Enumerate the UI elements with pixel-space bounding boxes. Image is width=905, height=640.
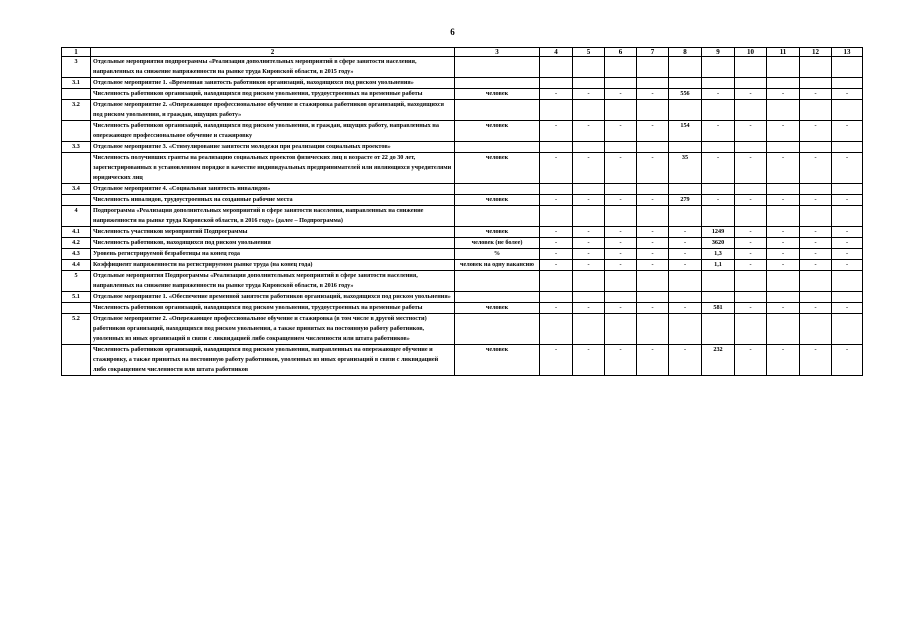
value-cell <box>573 184 605 195</box>
row-number: 3.4 <box>62 184 91 195</box>
value-cell: - <box>540 227 573 238</box>
table-row <box>62 121 863 142</box>
value-cell: 279 <box>669 195 702 206</box>
value-cell: - <box>540 89 573 100</box>
value-cell <box>540 292 573 303</box>
value-cell <box>540 57 573 78</box>
value-cell: - <box>669 303 702 314</box>
value-cell: - <box>669 345 702 376</box>
table-row <box>62 238 863 249</box>
row-description: Отдельные мероприятия подпрограммы «Реализация дополнительных мероприятий в сфере занятости населения, направленных на снижение напряженности на рынке труда Кировской области, в 2015 году» <box>91 57 455 78</box>
value-cell <box>540 314 573 345</box>
value-cell: - <box>735 195 767 206</box>
value-cell: - <box>605 89 637 100</box>
row-description: Отдельное мероприятие 1. «Временная занятость работников организаций, находящихся под риском увольнения» <box>91 78 455 89</box>
value-cell <box>832 314 863 345</box>
value-cell: - <box>637 249 669 260</box>
row-description: Численность инвалидов, трудоустроенных на созданные рабочие места <box>91 195 455 206</box>
value-cell <box>832 184 863 195</box>
row-description: Отдельное мероприятие 4. «Социальная занятость инвалидов» <box>91 184 455 195</box>
row-unit <box>455 314 540 345</box>
row-description: Отдельное мероприятие 2. «Опережающее профессиональное обучение и стажировка работников организаций, находящихся под риском увольнения, и граждан, ищущих работу» <box>91 100 455 121</box>
value-cell: - <box>735 260 767 271</box>
value-cell <box>605 57 637 78</box>
value-cell: - <box>637 227 669 238</box>
row-number: 4.2 <box>62 238 91 249</box>
value-cell: - <box>832 249 863 260</box>
column-header: 12 <box>800 48 832 57</box>
value-cell: - <box>800 238 832 249</box>
value-cell <box>605 100 637 121</box>
value-cell: - <box>800 260 832 271</box>
row-unit <box>455 57 540 78</box>
row-description: Отдельное мероприятие 1. «Обеспечение временной занятости работников организаций, находящихся под риском увольнения» <box>91 292 455 303</box>
value-cell <box>800 206 832 227</box>
table-row <box>62 78 863 89</box>
value-cell <box>832 57 863 78</box>
value-cell: - <box>702 153 735 184</box>
value-cell: - <box>800 89 832 100</box>
value-cell: 1,1 <box>702 260 735 271</box>
value-cell <box>637 100 669 121</box>
table-row <box>62 100 863 121</box>
value-cell: - <box>767 345 800 376</box>
value-cell <box>573 78 605 89</box>
value-cell <box>669 184 702 195</box>
value-cell <box>637 206 669 227</box>
row-number <box>62 195 91 206</box>
table-row <box>62 345 863 376</box>
value-cell <box>767 292 800 303</box>
value-cell <box>800 271 832 292</box>
row-number <box>62 345 91 376</box>
value-cell <box>702 314 735 345</box>
value-cell <box>702 292 735 303</box>
value-cell: - <box>605 303 637 314</box>
row-number: 5 <box>62 271 91 292</box>
value-cell: 1249 <box>702 227 735 238</box>
value-cell: - <box>573 195 605 206</box>
row-unit <box>455 271 540 292</box>
row-unit: человек <box>455 153 540 184</box>
value-cell <box>800 142 832 153</box>
row-description: Отдельные мероприятия Подпрограммы «Реализация дополнительных мероприятий в сфере занятости населения, направленных на снижение напряженности на рынке труда Кировской области, в 2016 году» <box>91 271 455 292</box>
row-number: 4.3 <box>62 249 91 260</box>
value-cell <box>800 78 832 89</box>
table-header-row <box>62 48 863 57</box>
value-cell: - <box>800 195 832 206</box>
value-cell: - <box>605 195 637 206</box>
value-cell: - <box>605 260 637 271</box>
value-cell: - <box>605 121 637 142</box>
row-unit: человек <box>455 345 540 376</box>
value-cell: - <box>702 195 735 206</box>
value-cell: - <box>767 195 800 206</box>
value-cell <box>573 314 605 345</box>
value-cell: - <box>637 238 669 249</box>
value-cell <box>605 314 637 345</box>
value-cell <box>702 206 735 227</box>
value-cell <box>573 271 605 292</box>
value-cell: - <box>832 238 863 249</box>
value-cell: - <box>767 303 800 314</box>
value-cell <box>800 100 832 121</box>
column-header: 5 <box>573 48 605 57</box>
value-cell <box>637 142 669 153</box>
value-cell: - <box>637 195 669 206</box>
value-cell <box>767 314 800 345</box>
value-cell: - <box>735 345 767 376</box>
value-cell: - <box>800 345 832 376</box>
value-cell: - <box>800 249 832 260</box>
value-cell: - <box>573 260 605 271</box>
value-cell <box>735 142 767 153</box>
value-cell <box>637 184 669 195</box>
value-cell: - <box>540 249 573 260</box>
value-cell <box>605 184 637 195</box>
row-unit: человек <box>455 121 540 142</box>
value-cell: - <box>637 303 669 314</box>
value-cell: - <box>637 121 669 142</box>
value-cell: - <box>573 89 605 100</box>
table-row <box>62 271 863 292</box>
row-unit: человек на одну вакансию <box>455 260 540 271</box>
column-header: 13 <box>832 48 863 57</box>
value-cell: - <box>605 153 637 184</box>
value-cell <box>669 57 702 78</box>
value-cell <box>767 271 800 292</box>
row-unit <box>455 142 540 153</box>
value-cell: - <box>800 153 832 184</box>
row-number: 5.2 <box>62 314 91 345</box>
value-cell <box>669 100 702 121</box>
value-cell: - <box>767 89 800 100</box>
value-cell: - <box>767 260 800 271</box>
column-header: 8 <box>669 48 702 57</box>
row-description: Численность работников, находящихся под риском увольнения <box>91 238 455 249</box>
value-cell: - <box>540 238 573 249</box>
value-cell: - <box>702 89 735 100</box>
value-cell: - <box>767 249 800 260</box>
value-cell <box>800 184 832 195</box>
value-cell: - <box>832 89 863 100</box>
row-description: Численность работников организаций, находящихся под риском увольнения, трудоустроенных на временные работы <box>91 303 455 314</box>
row-unit <box>455 292 540 303</box>
row-number: 4 <box>62 206 91 227</box>
value-cell: - <box>573 303 605 314</box>
value-cell: - <box>832 195 863 206</box>
table-row <box>62 227 863 238</box>
row-unit: человек (не более) <box>455 238 540 249</box>
value-cell: - <box>573 153 605 184</box>
row-number <box>62 89 91 100</box>
value-cell: - <box>735 303 767 314</box>
value-cell <box>767 57 800 78</box>
value-cell <box>800 57 832 78</box>
value-cell <box>669 78 702 89</box>
row-description: Численность получивших гранты на реализацию социальных проектов физических лиц в возрасте от 22 до 30 лет, зарегистрированных в установленном порядке в качестве индивидуальных предпринимателей или являющихся учредителями юридических лиц <box>91 153 455 184</box>
value-cell: - <box>832 121 863 142</box>
value-cell: - <box>702 121 735 142</box>
value-cell <box>702 57 735 78</box>
row-number <box>62 121 91 142</box>
table-row <box>62 89 863 100</box>
column-header: 3 <box>455 48 540 57</box>
value-cell <box>573 142 605 153</box>
value-cell: - <box>669 238 702 249</box>
value-cell: 3620 <box>702 238 735 249</box>
row-unit <box>455 78 540 89</box>
value-cell <box>637 314 669 345</box>
value-cell <box>735 57 767 78</box>
row-number: 4.1 <box>62 227 91 238</box>
value-cell: - <box>540 153 573 184</box>
value-cell: - <box>735 227 767 238</box>
table-row <box>62 153 863 184</box>
value-cell: - <box>573 227 605 238</box>
value-cell: - <box>637 89 669 100</box>
table-row <box>62 184 863 195</box>
value-cell: - <box>800 303 832 314</box>
table-row <box>62 249 863 260</box>
value-cell: - <box>637 153 669 184</box>
value-cell: 1,3 <box>702 249 735 260</box>
value-cell: - <box>832 303 863 314</box>
value-cell <box>832 100 863 121</box>
value-cell <box>605 142 637 153</box>
value-cell <box>573 292 605 303</box>
value-cell: 556 <box>669 89 702 100</box>
value-cell: - <box>540 121 573 142</box>
row-unit: человек <box>455 195 540 206</box>
column-header: 6 <box>605 48 637 57</box>
value-cell: - <box>605 238 637 249</box>
column-header: 9 <box>702 48 735 57</box>
value-cell <box>669 314 702 345</box>
value-cell: - <box>767 227 800 238</box>
value-cell: - <box>735 153 767 184</box>
page-number: 6 <box>450 27 455 37</box>
value-cell <box>800 314 832 345</box>
row-number: 3.3 <box>62 142 91 153</box>
row-description: Численность участников мероприятий Подпрограммы <box>91 227 455 238</box>
value-cell <box>832 292 863 303</box>
value-cell <box>767 78 800 89</box>
value-cell: - <box>540 195 573 206</box>
value-cell <box>669 271 702 292</box>
table-row <box>62 57 863 78</box>
row-description: Численность работников организаций, находящихся под риском увольнения, направленных на опережающее обучение и стажировку, а также принятых на постоянную работу работников, уволенных из иных организаций в связи с ликвидацией либо сокращением численности или штата работников <box>91 345 455 376</box>
value-cell <box>767 142 800 153</box>
value-cell <box>767 184 800 195</box>
value-cell: - <box>573 238 605 249</box>
value-cell: - <box>637 345 669 376</box>
value-cell <box>735 184 767 195</box>
value-cell <box>573 57 605 78</box>
row-unit <box>455 184 540 195</box>
value-cell: - <box>573 121 605 142</box>
row-unit: человек <box>455 227 540 238</box>
value-cell <box>767 100 800 121</box>
value-cell <box>540 184 573 195</box>
value-cell: - <box>605 227 637 238</box>
value-cell: - <box>832 227 863 238</box>
value-cell: - <box>735 249 767 260</box>
value-cell: 581 <box>702 303 735 314</box>
value-cell <box>735 292 767 303</box>
indicators-table <box>61 47 863 376</box>
row-unit: человек <box>455 89 540 100</box>
value-cell: - <box>735 89 767 100</box>
value-cell <box>573 100 605 121</box>
row-number: 3.1 <box>62 78 91 89</box>
table-row <box>62 142 863 153</box>
value-cell <box>605 271 637 292</box>
column-header: 1 <box>62 48 91 57</box>
value-cell <box>637 271 669 292</box>
table-row <box>62 292 863 303</box>
value-cell: - <box>735 121 767 142</box>
value-cell <box>605 206 637 227</box>
value-cell: - <box>735 238 767 249</box>
value-cell: - <box>800 121 832 142</box>
value-cell <box>800 292 832 303</box>
value-cell <box>735 206 767 227</box>
value-cell: - <box>605 345 637 376</box>
value-cell <box>540 271 573 292</box>
row-number <box>62 153 91 184</box>
value-cell <box>735 271 767 292</box>
column-header: 7 <box>637 48 669 57</box>
value-cell <box>605 292 637 303</box>
value-cell <box>702 100 735 121</box>
value-cell: - <box>800 227 832 238</box>
value-cell <box>637 78 669 89</box>
value-cell: - <box>669 227 702 238</box>
row-number: 3.2 <box>62 100 91 121</box>
value-cell <box>669 142 702 153</box>
value-cell <box>702 184 735 195</box>
value-cell <box>832 206 863 227</box>
row-number <box>62 303 91 314</box>
value-cell <box>702 78 735 89</box>
row-number: 3 <box>62 57 91 78</box>
value-cell <box>832 78 863 89</box>
value-cell: - <box>832 260 863 271</box>
value-cell: - <box>767 238 800 249</box>
value-cell <box>669 292 702 303</box>
value-cell: 154 <box>669 121 702 142</box>
value-cell: 232 <box>702 345 735 376</box>
row-unit: человек <box>455 303 540 314</box>
row-description: Отдельное мероприятие 2. «Опережающее профессиональное обучение и стажировка (в том числе в другой местности) работников организаций, находящихся под риском увольнения, а также принятых на постоянную работу работников, уволенных из иных организаций в связи с ликвидацией либо сокращением численности или штата работников» <box>91 314 455 345</box>
value-cell <box>832 271 863 292</box>
row-description: Подпрограмма «Реализация дополнительных мероприятий в сфере занятости населения, направленных на снижение напряженности на рынке труда Кировской области, в 2016 году» (далее – Подпрограмма) <box>91 206 455 227</box>
table-row <box>62 206 863 227</box>
row-unit: % <box>455 249 540 260</box>
column-header: 2 <box>91 48 455 57</box>
value-cell: - <box>573 345 605 376</box>
value-cell <box>540 78 573 89</box>
row-description: Отдельное мероприятие 3. «Стимулирование занятости молодежи при реализации социальных проектов» <box>91 142 455 153</box>
value-cell: - <box>540 260 573 271</box>
value-cell: - <box>767 153 800 184</box>
row-number: 4.4 <box>62 260 91 271</box>
value-cell: - <box>540 303 573 314</box>
row-description: Численность работников организаций, находящихся под риском увольнения, и граждан, ищущих работу, направленных на опережающее профессиональное обучение и стажировку <box>91 121 455 142</box>
value-cell: - <box>605 249 637 260</box>
value-cell <box>702 271 735 292</box>
value-cell: - <box>669 249 702 260</box>
value-cell <box>767 206 800 227</box>
value-cell <box>702 142 735 153</box>
table-row <box>62 195 863 206</box>
value-cell <box>637 57 669 78</box>
value-cell: - <box>669 260 702 271</box>
column-header: 10 <box>735 48 767 57</box>
value-cell <box>573 206 605 227</box>
table-row <box>62 303 863 314</box>
value-cell <box>735 100 767 121</box>
value-cell <box>540 206 573 227</box>
value-cell: - <box>767 121 800 142</box>
value-cell <box>540 100 573 121</box>
value-cell <box>540 142 573 153</box>
table-row <box>62 260 863 271</box>
value-cell: - <box>573 249 605 260</box>
value-cell <box>735 314 767 345</box>
value-cell <box>669 206 702 227</box>
value-cell <box>637 292 669 303</box>
value-cell: - <box>540 345 573 376</box>
value-cell: - <box>637 260 669 271</box>
value-cell <box>735 78 767 89</box>
row-description: Уровень регистрируемой безработицы на конец года <box>91 249 455 260</box>
column-header: 4 <box>540 48 573 57</box>
row-unit <box>455 206 540 227</box>
value-cell: 35 <box>669 153 702 184</box>
value-cell <box>605 78 637 89</box>
row-description: Численность работников организаций, находящихся под риском увольнения, трудоустроенных на временные работы <box>91 89 455 100</box>
value-cell <box>832 142 863 153</box>
row-description: Коэффициент напряженности на регистрируемом рынке труда (на конец года) <box>91 260 455 271</box>
table-row <box>62 314 863 345</box>
row-number: 5.1 <box>62 292 91 303</box>
column-header: 11 <box>767 48 800 57</box>
row-unit <box>455 100 540 121</box>
value-cell: - <box>832 345 863 376</box>
value-cell: - <box>832 153 863 184</box>
